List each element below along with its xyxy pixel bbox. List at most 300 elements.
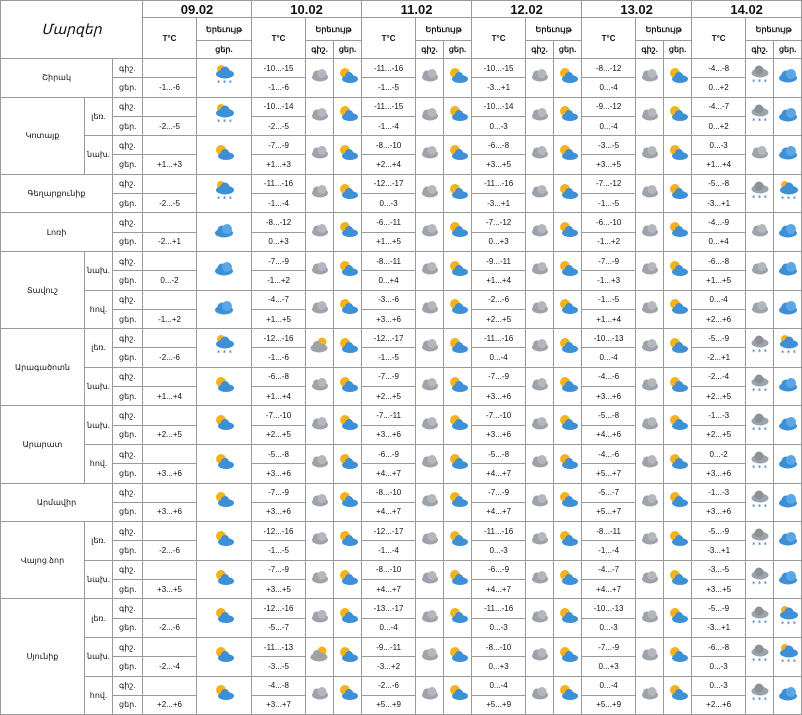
time-of-day: գիշ.: [113, 406, 143, 425]
weather-cell: [636, 97, 664, 136]
temperature-cell: -1...-4: [252, 194, 306, 213]
table-row: [1, 444, 802, 463]
temperature-cell: -6...-8: [252, 367, 306, 386]
time-of-day: ցեր.: [113, 271, 143, 290]
zone-label: նախ.: [85, 637, 113, 676]
temperature-cell: 0...-4: [692, 290, 746, 309]
time-of-day: ցեր.: [113, 618, 143, 637]
weather-cell: [554, 406, 582, 445]
sun-cloud-icon: [557, 491, 579, 513]
temperature-cell: -4...-7: [252, 290, 306, 309]
table-row: [1, 213, 802, 232]
cloud-icon: [310, 145, 330, 164]
temperature-cell: -2...-5: [143, 194, 197, 213]
sun-cloud-icon: [557, 530, 579, 552]
time-of-day: ցեր.: [113, 657, 143, 676]
temp-header: T°C: [143, 18, 197, 59]
temperature-cell: -12...-16: [252, 522, 306, 541]
svg-text:* * *: * * *: [751, 464, 767, 473]
temperature-cell: -3...-5: [692, 560, 746, 579]
weather-cell: [416, 136, 444, 175]
weather-cell: [334, 213, 362, 252]
weather-cell: [664, 522, 692, 561]
temperature-cell: -3...+1: [692, 541, 746, 560]
temperature-cell: 0...+3: [252, 232, 306, 251]
weather-cell: [636, 483, 664, 522]
table-row: [1, 560, 802, 579]
weather-cell: [444, 637, 472, 676]
temperature-cell: -7...-9: [252, 136, 306, 155]
weather-cell: [554, 637, 582, 676]
temperature-cell: +3...+5: [143, 580, 197, 599]
region-name: Արարատ: [1, 406, 85, 483]
temperature-cell: -7...-9: [582, 251, 636, 270]
sun-cloud-icon: [447, 105, 469, 127]
sun-cloud-icon: [337, 298, 359, 320]
zone-label: նախ.: [85, 367, 113, 406]
sun-cloud-icon: [667, 491, 689, 513]
temperature-cell: -7...-9: [252, 251, 306, 270]
weather-cell: [774, 483, 802, 522]
snow-cloud-icon: [212, 103, 236, 130]
weather-cell: [774, 676, 802, 715]
temperature-cell: -7...-9: [582, 637, 636, 656]
weather-cell: [416, 637, 444, 676]
temperature-cell: -5...-9: [692, 599, 746, 618]
table-row: [1, 97, 802, 116]
weather-cell: [774, 522, 802, 561]
temperature-cell: +1...+4: [252, 387, 306, 406]
table-body: [1, 59, 802, 715]
temperature-cell: -11...-16: [472, 174, 526, 193]
temperature-cell: -12...-16: [252, 599, 306, 618]
temperature-cell: 0...-3: [692, 136, 746, 155]
sun-cloud-icon: [337, 491, 359, 513]
temperature-cell: -11...-16: [472, 522, 526, 541]
temperature-cell: +2...+5: [362, 387, 416, 406]
time-of-day: գիշ.: [113, 174, 143, 193]
weather-cell: [416, 676, 444, 715]
sun-cloud-icon: [213, 491, 235, 513]
cloud-blue-icon: [777, 569, 799, 590]
sun-cloud-icon: [337, 684, 359, 706]
snow-cloud-icon: [776, 605, 800, 632]
weather-cell: [746, 329, 774, 368]
weather-cell: [197, 676, 252, 715]
date-header: 14.02: [692, 1, 802, 18]
temperature-cell: -7...-12: [472, 213, 526, 232]
cloud-icon: [530, 107, 550, 126]
page-title: Մարզեր: [1, 1, 143, 59]
cloud-icon: [750, 223, 770, 242]
sun-cloud-icon: [447, 67, 469, 89]
temperature-cell: 0...+3: [582, 657, 636, 676]
temperature-cell: 0...-4: [472, 676, 526, 695]
sun-cloud-icon: [557, 453, 579, 475]
svg-text:* * *: * * *: [751, 348, 767, 357]
svg-text:* * *: * * *: [217, 349, 232, 358]
weather-cell: [746, 97, 774, 136]
time-of-day: գիշ.: [113, 329, 143, 348]
weather-cell: [444, 676, 472, 715]
temperature-cell: -5...-7: [582, 483, 636, 502]
time-of-day: ցեր.: [113, 348, 143, 367]
cloud-icon: [420, 454, 440, 473]
cloud-icon: [640, 686, 660, 705]
weather-cell: [306, 174, 334, 213]
temperature-cell: -9...-11: [472, 251, 526, 270]
region-name: Արագածոտն: [1, 329, 85, 406]
temperature-cell: +5...+9: [362, 695, 416, 714]
zone-label: նախ.: [85, 560, 113, 599]
weather-cell: [746, 483, 774, 522]
sun-cloud-icon: [447, 144, 469, 166]
cloud-icon: [640, 223, 660, 242]
weather-cell: [416, 174, 444, 213]
temperature-cell: +4...+7: [362, 580, 416, 599]
day-header: ցեր.: [334, 41, 362, 59]
weather-cell: [746, 251, 774, 290]
temperature-cell: -1...-4: [582, 541, 636, 560]
sun-cloud-icon: [557, 646, 579, 668]
weather-cell: [444, 136, 472, 175]
weather-cell: [416, 483, 444, 522]
cloud-snow-icon: [749, 65, 771, 90]
weather-cell: [416, 59, 444, 98]
weather-cell: [554, 560, 582, 599]
temperature-cell: 0...-3: [472, 618, 526, 637]
temperature-cell: +3...+5: [472, 155, 526, 174]
cloud-snow-icon: [749, 606, 771, 631]
weather-cell: [526, 599, 554, 638]
weather-cell: [306, 136, 334, 175]
sun-cloud-icon: [557, 337, 579, 359]
temperature-cell: +3...+7: [252, 695, 306, 714]
time-of-day: ցեր.: [113, 387, 143, 406]
table-header: [1, 1, 802, 59]
temperature-cell: -7...-9: [472, 367, 526, 386]
temperature-cell: -5...-8: [582, 406, 636, 425]
weather-cell: [334, 599, 362, 638]
sun-cloud-icon: [667, 414, 689, 436]
weather-cell: [444, 444, 472, 483]
weather-cell: [306, 483, 334, 522]
temperature-cell: 0...-2: [692, 444, 746, 463]
time-of-day: ցեր.: [113, 425, 143, 444]
temperature-cell: -7...-11: [362, 406, 416, 425]
temperature-cell: +5...+9: [582, 695, 636, 714]
temperature-cell: +3...+6: [143, 502, 197, 521]
cloud-icon: [530, 377, 550, 396]
temp-header: T°C: [362, 18, 416, 59]
temperature-cell: -1...-3: [692, 406, 746, 425]
temperature-cell: -8...-12: [252, 213, 306, 232]
temperature-cell: +2...+5: [143, 425, 197, 444]
weather-cell: [334, 174, 362, 213]
weather-cell: [197, 522, 252, 561]
sun-cloud-icon: [337, 67, 359, 89]
temperature-cell: [143, 599, 197, 618]
table-row: [1, 251, 802, 270]
zone-label: հով.: [85, 444, 113, 483]
temperature-cell: +1...+4: [692, 155, 746, 174]
svg-text:* * *: * * *: [751, 116, 767, 125]
svg-text:* * *: * * *: [751, 194, 767, 203]
sun-cloud-icon: [213, 144, 235, 166]
temperature-cell: 0...+4: [692, 232, 746, 251]
sun-cloud-icon: [667, 607, 689, 629]
temperature-cell: -7...-9: [252, 483, 306, 502]
sun-cloud-icon: [337, 337, 359, 359]
weather-cell: [774, 637, 802, 676]
weather-cell: [526, 329, 554, 368]
day-header: ցեր.: [664, 41, 692, 59]
weather-cell: [774, 290, 802, 329]
weather-cell: [746, 522, 774, 561]
weather-cell: [334, 136, 362, 175]
cloud-icon: [420, 338, 440, 357]
temperature-cell: +3...+5: [582, 155, 636, 174]
temperature-cell: -2...-6: [362, 676, 416, 695]
temperature-cell: -7...-9: [252, 560, 306, 579]
sun-cloud-icon: [213, 414, 235, 436]
cloud-snow-icon: [749, 451, 771, 476]
time-of-day: ցեր.: [113, 155, 143, 174]
cloud-blue-icon: [777, 144, 799, 165]
weather-cell: [526, 213, 554, 252]
temperature-cell: -1...-5: [362, 78, 416, 97]
cloud-icon: [310, 300, 330, 319]
temp-header: T°C: [582, 18, 636, 59]
temperature-cell: +5...+7: [582, 502, 636, 521]
date-header: 13.02: [582, 1, 692, 18]
cloud-icon: [530, 68, 550, 87]
cloud-sun-grey-icon: [309, 646, 331, 668]
weather-cell: [197, 174, 252, 213]
sun-cloud-icon: [447, 491, 469, 513]
weather-cell: [444, 174, 472, 213]
table-row: [1, 136, 802, 155]
sun-cloud-icon: [667, 260, 689, 282]
time-of-day: գիշ.: [113, 676, 143, 695]
weather-cell: [197, 59, 252, 98]
weather-cell: [554, 444, 582, 483]
temperature-cell: -9...-11: [362, 637, 416, 656]
cloud-icon: [640, 184, 660, 203]
cloud-icon: [420, 609, 440, 628]
temperature-cell: -4...-6: [582, 444, 636, 463]
sun-cloud-icon: [447, 569, 469, 591]
temperature-cell: -3...-6: [362, 290, 416, 309]
phenomena-header: Երեւույթ: [746, 18, 802, 41]
weather-cell: [197, 444, 252, 483]
weather-cell: [197, 483, 252, 522]
sun-cloud-icon: [213, 684, 235, 706]
cloud-icon: [420, 377, 440, 396]
day-header: ցեր.: [774, 41, 802, 59]
weather-cell: [636, 406, 664, 445]
temperature-cell: +1...+5: [252, 309, 306, 328]
temperature-cell: -2...-6: [143, 348, 197, 367]
weather-cell: [636, 290, 664, 329]
weather-cell: [554, 522, 582, 561]
temperature-cell: [143, 676, 197, 695]
sun-cloud-icon: [447, 221, 469, 243]
sun-cloud-icon: [337, 569, 359, 591]
temperature-cell: -11...-16: [252, 174, 306, 193]
temperature-cell: -4...-7: [582, 560, 636, 579]
weather-cell: [306, 406, 334, 445]
weather-cell: [746, 676, 774, 715]
weather-cell: [636, 444, 664, 483]
temperature-cell: -9...-12: [582, 97, 636, 116]
weather-cell: [774, 367, 802, 406]
weather-cell: [664, 213, 692, 252]
temperature-cell: -4...-8: [252, 676, 306, 695]
svg-text:* * *: * * *: [751, 580, 767, 589]
table-row: [1, 367, 802, 386]
cloud-icon: [640, 107, 660, 126]
weather-cell: [746, 213, 774, 252]
weather-cell: [664, 367, 692, 406]
svg-text:* * *: * * *: [751, 387, 767, 396]
weather-cell: [306, 522, 334, 561]
region-name: Կոտայք: [1, 97, 85, 174]
cloud-icon: [640, 609, 660, 628]
temperature-cell: +2...+4: [362, 155, 416, 174]
temperature-cell: -5...-9: [692, 522, 746, 541]
cloud-snow-icon: [749, 490, 771, 515]
temperature-cell: -6...-8: [692, 637, 746, 656]
temperature-cell: -6...-8: [692, 251, 746, 270]
temperature-cell: [143, 290, 197, 309]
cloud-icon: [310, 686, 330, 705]
cloud-icon: [310, 107, 330, 126]
temperature-cell: -6...-11: [362, 213, 416, 232]
weather-cell: [334, 290, 362, 329]
weather-cell: [197, 290, 252, 329]
temperature-cell: +1...+5: [362, 232, 416, 251]
sun-cloud-icon: [447, 183, 469, 205]
cloud-blue-icon: [777, 415, 799, 436]
temperature-cell: -10...-13: [582, 599, 636, 618]
time-of-day: գիշ.: [113, 136, 143, 155]
cloud-icon: [420, 145, 440, 164]
weather-cell: [664, 136, 692, 175]
sun-cloud-icon: [447, 337, 469, 359]
weather-cell: [664, 406, 692, 445]
weather-cell: [306, 637, 334, 676]
sun-cloud-icon: [667, 376, 689, 398]
weather-cell: [664, 599, 692, 638]
weather-cell: [526, 406, 554, 445]
sun-cloud-icon: [667, 221, 689, 243]
temperature-cell: +2...+6: [143, 695, 197, 714]
weather-cell: [554, 599, 582, 638]
temperature-cell: -6...-10: [582, 213, 636, 232]
cloud-icon: [310, 416, 330, 435]
temperature-cell: +3...+6: [252, 502, 306, 521]
cloud-icon: [640, 454, 660, 473]
weather-cell: [664, 676, 692, 715]
weather-cell: [444, 367, 472, 406]
cloud-snow-icon: [749, 374, 771, 399]
sun-cloud-icon: [337, 221, 359, 243]
temperature-cell: +1...+3: [143, 155, 197, 174]
cloud-icon: [530, 223, 550, 242]
svg-text:* * *: * * *: [217, 79, 232, 88]
weather-cell: [334, 97, 362, 136]
cloud-blue-icon: [777, 453, 799, 474]
temperature-cell: -1...-5: [582, 194, 636, 213]
cloud-icon: [640, 531, 660, 550]
cloud-icon: [640, 338, 660, 357]
cloud-snow-icon: [749, 528, 771, 553]
weather-cell: [774, 97, 802, 136]
sun-cloud-icon: [447, 298, 469, 320]
weather-cell: [746, 637, 774, 676]
weather-cell: [664, 637, 692, 676]
zone-label: հով.: [85, 290, 113, 329]
temperature-cell: -12...-17: [362, 522, 416, 541]
cloud-icon: [640, 68, 660, 87]
sun-cloud-icon: [447, 376, 469, 398]
sun-cloud-icon: [557, 183, 579, 205]
weather-cell: [746, 599, 774, 638]
weather-cell: [306, 213, 334, 252]
temperature-cell: -3...-5: [582, 136, 636, 155]
temperature-cell: -4...-7: [692, 97, 746, 116]
sun-cloud-icon: [667, 337, 689, 359]
weather-cell: [774, 444, 802, 483]
time-of-day: գիշ.: [113, 483, 143, 502]
weather-cell: [416, 329, 444, 368]
cloud-icon: [530, 609, 550, 628]
temperature-cell: -11...-13: [252, 637, 306, 656]
temperature-cell: -1...+3: [582, 271, 636, 290]
weather-cell: [774, 329, 802, 368]
weather-cell: [306, 329, 334, 368]
weather-cell: [664, 174, 692, 213]
sun-cloud-icon: [213, 453, 235, 475]
weather-cell: [334, 676, 362, 715]
sun-cloud-icon: [213, 607, 235, 629]
temperature-cell: -13...-17: [362, 599, 416, 618]
temperature-cell: -4...-6: [582, 367, 636, 386]
cloud-icon: [310, 493, 330, 512]
sun-cloud-icon: [337, 260, 359, 282]
weather-cell: [416, 560, 444, 599]
region-name: Արմավիր: [1, 483, 113, 522]
weather-cell: [554, 483, 582, 522]
temp-header: T°C: [692, 18, 746, 59]
temperature-cell: +3...+6: [582, 387, 636, 406]
temp-header: T°C: [252, 18, 306, 59]
cloud-icon: [530, 647, 550, 666]
temperature-cell: -7...-9: [472, 483, 526, 502]
temperature-cell: +2...+5: [252, 425, 306, 444]
weather-cell: [197, 367, 252, 406]
table-row: [1, 676, 802, 695]
temperature-cell: +4...+7: [472, 464, 526, 483]
sun-cloud-icon: [667, 105, 689, 127]
zone-label: հով.: [85, 676, 113, 715]
cloud-snow-icon: [749, 335, 771, 360]
temperature-cell: -5...-8: [692, 174, 746, 193]
temperature-cell: -4...-8: [692, 59, 746, 78]
cloud-icon: [640, 261, 660, 280]
cloud-icon: [530, 493, 550, 512]
